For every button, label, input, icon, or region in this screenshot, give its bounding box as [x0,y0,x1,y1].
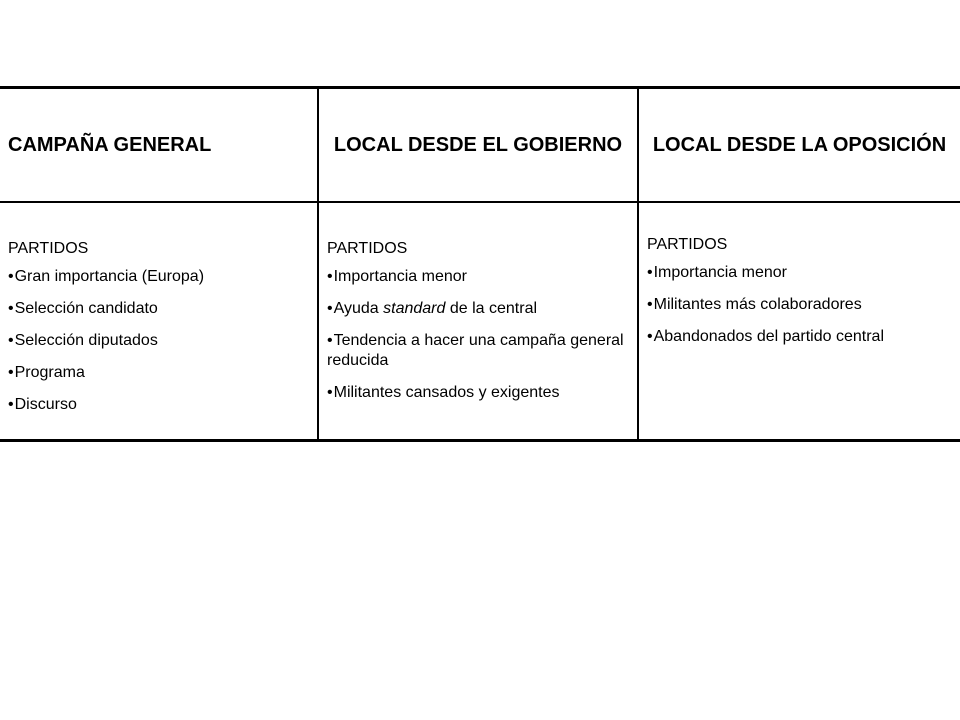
column-subhead: PARTIDOS [8,239,89,257]
bullet-icon: • [647,295,653,313]
list-item-text: Gran importancia (Europa) [14,267,205,285]
column-subhead: PARTIDOS [327,239,408,257]
list-item-text: Programa [14,363,85,381]
bullet-icon: • [8,363,14,381]
column-campana-general [0,202,318,441]
list-item-text: Importancia menor [653,263,787,281]
table-header-row [0,88,960,202]
list-item-text: Discurso [14,395,77,413]
bullet-icon: • [327,331,333,349]
bullet-icon: • [327,383,333,401]
bullet-icon: • [8,267,14,285]
list-item [8,395,309,415]
bullet-list [647,263,952,347]
list-item-text: Tendencia a hacer una campaña general reducida [327,331,624,369]
list-item [647,295,952,315]
list-item-text: Abandonados del partido central [653,327,884,345]
bullet-icon: • [327,299,333,317]
header-local-oposicion: LOCAL DESDE LA OPOSICIÓN [638,88,960,202]
list-item [647,327,952,347]
bullet-list [327,267,629,403]
comparison-table [0,86,960,442]
list-item-text: Militantes más colaboradores [653,295,862,313]
list-item-text: Selección diputados [14,331,158,349]
bullet-icon: • [647,327,653,345]
bullet-list [8,267,309,415]
list-item-text: Ayuda [333,299,384,317]
list-item-text: Selección candidato [14,299,158,317]
list-item [327,331,629,371]
header-local-gobierno: LOCAL DESDE EL GOBIERNO [318,88,638,202]
list-item [8,363,309,383]
bullet-icon: • [8,395,14,413]
list-item [647,263,952,283]
bullet-icon: • [8,299,14,317]
list-item [8,331,309,351]
bullet-icon: • [8,331,14,349]
list-item-text: Importancia menor [333,267,467,285]
bullet-icon: • [647,263,653,281]
list-item-emphasis: standard [383,299,446,317]
header-campana-general: CAMPAÑA GENERAL [0,88,318,202]
list-item [8,299,309,319]
column-local-oposicion [638,202,960,441]
list-item-text: de la central [445,299,538,317]
list-item [8,267,309,287]
list-item-text: Militantes cansados y exigentes [333,383,560,401]
column-local-gobierno [318,202,638,441]
table-body-row [0,202,960,441]
list-item [327,299,629,319]
column-subhead: PARTIDOS [647,235,728,253]
bullet-icon: • [327,267,333,285]
list-item [327,383,629,403]
list-item [327,267,629,287]
